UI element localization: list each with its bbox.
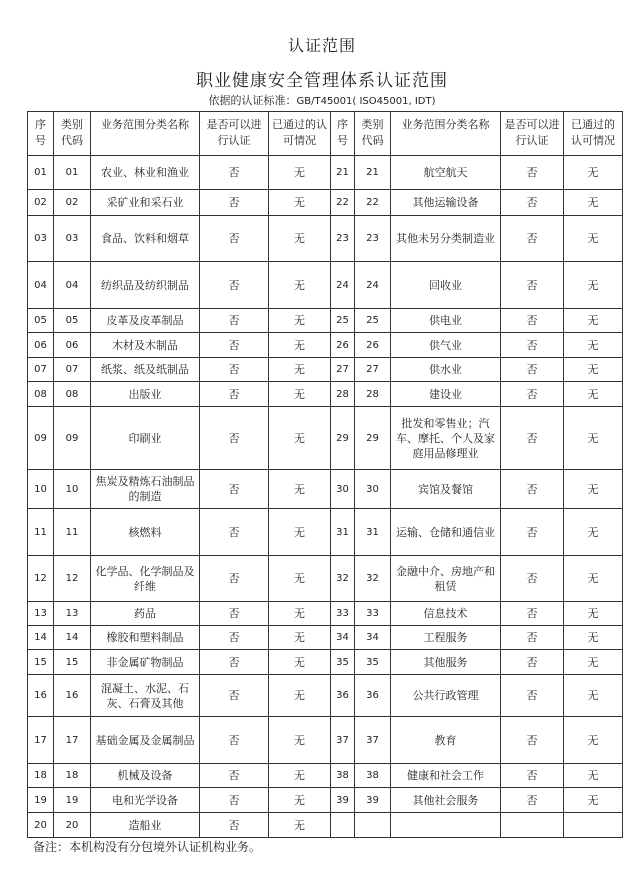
left-name-cell: 农业、林业和渔业 (91, 156, 200, 190)
left-name-cell: 基础金属及金属制品 (91, 717, 200, 764)
left-can-certify-cell: 否 (200, 190, 269, 216)
left-can-certify-cell: 否 (200, 717, 269, 764)
right-seq-cell: 24 (331, 262, 355, 309)
left-code-cell: 10 (54, 470, 91, 509)
right-code-cell: 38 (355, 764, 391, 788)
right-code-cell: 26 (355, 333, 391, 358)
left-seq-cell: 16 (28, 675, 54, 717)
right-name-cell (391, 813, 501, 838)
right-seq-cell: 31 (331, 509, 355, 556)
left-code-cell: 11 (54, 509, 91, 556)
table-row (28, 358, 623, 382)
left-seq-cell: 04 (28, 262, 54, 309)
left-accredited-cell: 无 (269, 262, 331, 309)
right-can-certify-cell: 否 (501, 675, 564, 717)
right-name-cell: 航空航天 (391, 156, 501, 190)
left-accredited-cell: 无 (269, 333, 331, 358)
right-code-cell: 25 (355, 309, 391, 333)
certification-basis (0, 92, 644, 108)
table-row (28, 470, 623, 509)
right-seq-cell: 38 (331, 764, 355, 788)
right-name-cell: 供水业 (391, 358, 501, 382)
right-code-cell: 21 (355, 156, 391, 190)
header-can-certify-right: 是否可以进行认证 (501, 112, 564, 156)
left-seq-cell: 01 (28, 156, 54, 190)
left-name-cell: 印刷业 (91, 407, 200, 470)
right-code-cell: 28 (355, 382, 391, 407)
left-accredited-cell: 无 (269, 216, 331, 262)
left-accredited-cell: 无 (269, 764, 331, 788)
left-name-cell: 出版业 (91, 382, 200, 407)
left-can-certify-cell: 否 (200, 216, 269, 262)
left-accredited-cell: 无 (269, 358, 331, 382)
right-name-cell: 宾馆及餐馆 (391, 470, 501, 509)
left-accredited-cell: 无 (269, 650, 331, 675)
right-name-cell: 回收业 (391, 262, 501, 309)
table-row (28, 262, 623, 309)
right-code-cell: 24 (355, 262, 391, 309)
right-accredited-cell: 无 (564, 309, 623, 333)
document-subtitle: 职业健康安全管理体系认证范围 (196, 71, 448, 91)
left-seq-cell: 19 (28, 788, 54, 813)
right-seq-cell: 32 (331, 556, 355, 602)
right-can-certify-cell: 否 (501, 717, 564, 764)
right-accredited-cell: 无 (564, 358, 623, 382)
right-can-certify-cell: 否 (501, 509, 564, 556)
right-can-certify-cell: 否 (501, 262, 564, 309)
right-code-cell: 31 (355, 509, 391, 556)
right-code-cell: 36 (355, 675, 391, 717)
left-accredited-cell: 无 (269, 382, 331, 407)
right-accredited-cell: 无 (564, 675, 623, 717)
right-seq-cell: 34 (331, 626, 355, 650)
left-name-cell: 纸浆、纸及纸制品 (91, 358, 200, 382)
table-row (28, 309, 623, 333)
left-accredited-cell: 无 (269, 309, 331, 333)
right-seq-cell: 39 (331, 788, 355, 813)
right-name-cell: 信息技术 (391, 602, 501, 626)
right-can-certify-cell: 否 (501, 788, 564, 813)
table-row (28, 509, 623, 556)
left-code-cell: 03 (54, 216, 91, 262)
left-name-cell: 纺织品及纺织制品 (91, 262, 200, 309)
table-row (28, 675, 623, 717)
right-name-cell: 供气业 (391, 333, 501, 358)
right-code-cell: 32 (355, 556, 391, 602)
scope-table (27, 111, 623, 838)
left-accredited-cell: 无 (269, 626, 331, 650)
right-accredited-cell: 无 (564, 717, 623, 764)
left-can-certify-cell: 否 (200, 650, 269, 675)
right-accredited-cell: 无 (564, 556, 623, 602)
right-name-cell: 其他服务 (391, 650, 501, 675)
left-name-cell: 化学品、化学制品及纤维 (91, 556, 200, 602)
right-accredited-cell (564, 813, 623, 838)
right-code-cell: 29 (355, 407, 391, 470)
left-seq-cell: 02 (28, 190, 54, 216)
right-name-cell: 教育 (391, 717, 501, 764)
right-seq-cell: 29 (331, 407, 355, 470)
left-accredited-cell: 无 (269, 675, 331, 717)
right-can-certify-cell: 否 (501, 358, 564, 382)
left-name-cell: 核燃料 (91, 509, 200, 556)
table-row (28, 216, 623, 262)
left-seq-cell: 03 (28, 216, 54, 262)
left-can-certify-cell: 否 (200, 509, 269, 556)
right-can-certify-cell: 否 (501, 626, 564, 650)
right-seq-cell: 21 (331, 156, 355, 190)
right-seq-cell: 26 (331, 333, 355, 358)
right-accredited-cell: 无 (564, 333, 623, 358)
right-seq-cell: 30 (331, 470, 355, 509)
table-row (28, 382, 623, 407)
right-accredited-cell: 无 (564, 407, 623, 470)
right-accredited-cell: 无 (564, 382, 623, 407)
right-seq-cell: 37 (331, 717, 355, 764)
right-seq-cell: 23 (331, 216, 355, 262)
header-accredited-right: 已通过的认可情况 (564, 112, 623, 156)
left-code-cell: 05 (54, 309, 91, 333)
right-name-cell: 工程服务 (391, 626, 501, 650)
left-name-cell: 皮革及皮革制品 (91, 309, 200, 333)
left-can-certify-cell: 否 (200, 764, 269, 788)
right-code-cell: 37 (355, 717, 391, 764)
right-can-certify-cell: 否 (501, 156, 564, 190)
right-code-cell: 34 (355, 626, 391, 650)
header-accredited: 已通过的认可情况 (269, 112, 331, 156)
right-can-certify-cell: 否 (501, 190, 564, 216)
right-code-cell (355, 813, 391, 838)
header-name-right: 业务范围分类名称 (391, 112, 501, 156)
right-name-cell: 其他社会服务 (391, 788, 501, 813)
right-code-cell: 33 (355, 602, 391, 626)
right-name-cell: 建设业 (391, 382, 501, 407)
left-can-certify-cell: 否 (200, 309, 269, 333)
right-accredited-cell: 无 (564, 509, 623, 556)
left-code-cell: 09 (54, 407, 91, 470)
left-seq-cell: 05 (28, 309, 54, 333)
right-name-cell: 批发和零售业；汽车、摩托、个人及家庭用品修理业 (391, 407, 501, 470)
right-can-certify-cell: 否 (501, 470, 564, 509)
left-seq-cell: 13 (28, 602, 54, 626)
left-name-cell: 食品、饮料和烟草 (91, 216, 200, 262)
left-seq-cell: 06 (28, 333, 54, 358)
right-name-cell: 公共行政管理 (391, 675, 501, 717)
right-can-certify-cell (501, 813, 564, 838)
left-accredited-cell: 无 (269, 556, 331, 602)
table-row (28, 156, 623, 190)
table-row (28, 764, 623, 788)
right-code-cell: 23 (355, 216, 391, 262)
right-accredited-cell: 无 (564, 650, 623, 675)
right-can-certify-cell: 否 (501, 309, 564, 333)
right-accredited-cell: 无 (564, 262, 623, 309)
right-seq-cell: 35 (331, 650, 355, 675)
table-row (28, 788, 623, 813)
left-accredited-cell: 无 (269, 509, 331, 556)
right-can-certify-cell: 否 (501, 216, 564, 262)
left-can-certify-cell: 否 (200, 602, 269, 626)
right-code-cell: 39 (355, 788, 391, 813)
left-name-cell: 木材及木制品 (91, 333, 200, 358)
right-can-certify-cell: 否 (501, 333, 564, 358)
left-code-cell: 19 (54, 788, 91, 813)
footnote: 备注：本机构没有分包境外认证机构业务。 (33, 840, 262, 854)
table-row (28, 556, 623, 602)
left-seq-cell: 07 (28, 358, 54, 382)
right-seq-cell: 27 (331, 358, 355, 382)
right-can-certify-cell: 否 (501, 602, 564, 626)
right-can-certify-cell: 否 (501, 407, 564, 470)
left-can-certify-cell: 否 (200, 156, 269, 190)
left-accredited-cell: 无 (269, 190, 331, 216)
right-code-cell: 30 (355, 470, 391, 509)
right-seq-cell (331, 813, 355, 838)
right-name-cell: 其他运输设备 (391, 190, 501, 216)
left-accredited-cell: 无 (269, 813, 331, 838)
left-code-cell: 02 (54, 190, 91, 216)
right-seq-cell: 28 (331, 382, 355, 407)
right-code-cell: 22 (355, 190, 391, 216)
right-can-certify-cell: 否 (501, 650, 564, 675)
right-seq-cell: 36 (331, 675, 355, 717)
left-code-cell: 12 (54, 556, 91, 602)
left-can-certify-cell: 否 (200, 626, 269, 650)
left-name-cell: 药品 (91, 602, 200, 626)
left-can-certify-cell: 否 (200, 262, 269, 309)
left-seq-cell: 12 (28, 556, 54, 602)
table-row (28, 602, 623, 626)
right-name-cell: 健康和社会工作 (391, 764, 501, 788)
left-code-cell: 01 (54, 156, 91, 190)
left-name-cell: 采矿业和采石业 (91, 190, 200, 216)
header-seq-right: 序号 (331, 112, 355, 156)
left-code-cell: 17 (54, 717, 91, 764)
basis-label: 依据的认证标准： (208, 94, 297, 107)
right-name-cell: 其他未另分类制造业 (391, 216, 501, 262)
right-accredited-cell: 无 (564, 626, 623, 650)
table-row (28, 190, 623, 216)
left-accredited-cell: 无 (269, 717, 331, 764)
left-code-cell: 16 (54, 675, 91, 717)
right-accredited-cell: 无 (564, 788, 623, 813)
left-can-certify-cell: 否 (200, 333, 269, 358)
table-row (28, 650, 623, 675)
left-seq-cell: 15 (28, 650, 54, 675)
left-code-cell: 15 (54, 650, 91, 675)
left-can-certify-cell: 否 (200, 556, 269, 602)
left-can-certify-cell: 否 (200, 382, 269, 407)
header-can-certify: 是否可以进行认证 (200, 112, 269, 156)
right-accredited-cell: 无 (564, 190, 623, 216)
table-row (28, 813, 623, 838)
header-seq: 序号 (28, 112, 54, 156)
header-code: 类别代码 (54, 112, 91, 156)
header-row (28, 112, 623, 156)
left-can-certify-cell: 否 (200, 813, 269, 838)
left-can-certify-cell: 否 (200, 675, 269, 717)
table-row (28, 626, 623, 650)
left-accredited-cell: 无 (269, 470, 331, 509)
left-can-certify-cell: 否 (200, 788, 269, 813)
right-seq-cell: 22 (331, 190, 355, 216)
left-accredited-cell: 无 (269, 788, 331, 813)
left-accredited-cell: 无 (269, 156, 331, 190)
left-name-cell: 机械及设备 (91, 764, 200, 788)
right-seq-cell: 25 (331, 309, 355, 333)
right-can-certify-cell: 否 (501, 556, 564, 602)
left-can-certify-cell: 否 (200, 470, 269, 509)
left-seq-cell: 17 (28, 717, 54, 764)
left-seq-cell: 11 (28, 509, 54, 556)
right-code-cell: 27 (355, 358, 391, 382)
left-can-certify-cell: 否 (200, 358, 269, 382)
table-row (28, 717, 623, 764)
left-code-cell: 14 (54, 626, 91, 650)
left-seq-cell: 14 (28, 626, 54, 650)
header-code-right: 类别代码 (355, 112, 391, 156)
left-accredited-cell: 无 (269, 602, 331, 626)
left-accredited-cell: 无 (269, 407, 331, 470)
left-seq-cell: 10 (28, 470, 54, 509)
left-code-cell: 18 (54, 764, 91, 788)
right-accredited-cell: 无 (564, 602, 623, 626)
left-code-cell: 06 (54, 333, 91, 358)
document-title: 认证范围 (287, 36, 356, 55)
header-name: 业务范围分类名称 (91, 112, 200, 156)
left-seq-cell: 18 (28, 764, 54, 788)
right-name-cell: 供电业 (391, 309, 501, 333)
right-accredited-cell: 无 (564, 764, 623, 788)
right-accredited-cell: 无 (564, 216, 623, 262)
left-code-cell: 04 (54, 262, 91, 309)
right-can-certify-cell: 否 (501, 764, 564, 788)
right-name-cell: 金融中介、房地产和租赁 (391, 556, 501, 602)
right-accredited-cell: 无 (564, 156, 623, 190)
basis-standard: GB/T45001( ISO45001, IDT) (296, 96, 436, 107)
left-can-certify-cell: 否 (200, 407, 269, 470)
table-row (28, 333, 623, 358)
left-name-cell: 非金属矿物制品 (91, 650, 200, 675)
left-code-cell: 08 (54, 382, 91, 407)
right-accredited-cell: 无 (564, 470, 623, 509)
right-can-certify-cell: 否 (501, 382, 564, 407)
right-name-cell: 运输、仓储和通信业 (391, 509, 501, 556)
table-row (28, 407, 623, 470)
left-seq-cell: 20 (28, 813, 54, 838)
left-seq-cell: 08 (28, 382, 54, 407)
left-name-cell: 混凝土、水泥、石灰、石膏及其他 (91, 675, 200, 717)
left-name-cell: 焦炭及精炼石油制品的制造 (91, 470, 200, 509)
right-code-cell: 35 (355, 650, 391, 675)
left-code-cell: 13 (54, 602, 91, 626)
right-seq-cell: 33 (331, 602, 355, 626)
left-seq-cell: 09 (28, 407, 54, 470)
left-code-cell: 07 (54, 358, 91, 382)
left-name-cell: 电和光学设备 (91, 788, 200, 813)
left-name-cell: 造船业 (91, 813, 200, 838)
left-code-cell: 20 (54, 813, 91, 838)
left-name-cell: 橡胶和塑料制品 (91, 626, 200, 650)
